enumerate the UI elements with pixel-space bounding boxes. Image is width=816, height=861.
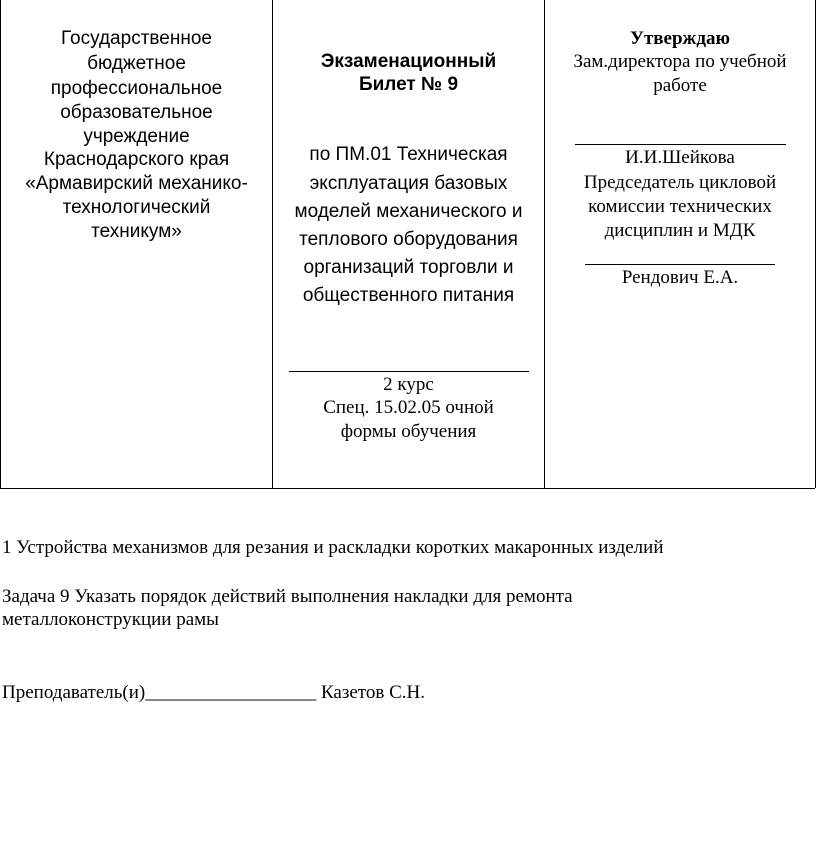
institution-line: Краснодарского края bbox=[43, 149, 230, 170]
institution-line: «Армавирский механико- bbox=[25, 173, 248, 194]
subject-line: моделей механического и bbox=[294, 201, 523, 222]
teacher-label: Преподаватель(и)__________________ bbox=[2, 682, 317, 703]
signature-line bbox=[575, 144, 786, 145]
course: 2 курс bbox=[383, 374, 434, 395]
subject-line: общественного питания bbox=[302, 285, 515, 306]
specialty: Спец. 15.02.05 очной bbox=[323, 397, 494, 418]
institution-cell bbox=[1, 0, 273, 488]
ticket-number: Билет № 9 bbox=[358, 74, 459, 95]
subject-line: теплового оборудования bbox=[299, 229, 518, 250]
institution-line: образовательное bbox=[60, 102, 213, 123]
chair-line: комиссии технических bbox=[588, 196, 772, 217]
institution-line: Государственное bbox=[61, 28, 212, 49]
ticket-cell bbox=[273, 0, 545, 488]
question-1: 1 Устройства механизмов для резания и раскладки коротких макаронных изделий bbox=[2, 537, 664, 558]
subject-line: эксплуатация базовых bbox=[309, 173, 508, 194]
institution-line: учреждение bbox=[83, 126, 190, 147]
institution-line: техникум» bbox=[91, 221, 182, 242]
signature-line bbox=[289, 371, 529, 372]
task-line: металлоконструкции рамы bbox=[2, 609, 219, 630]
ticket-title: Экзаменационный bbox=[320, 51, 497, 72]
approver-name: И.И.Шейкова bbox=[625, 147, 735, 168]
subject-line: организаций торговли и bbox=[303, 257, 514, 278]
teacher-name: Казетов С.Н. bbox=[321, 682, 425, 703]
teacher-signature bbox=[2, 681, 425, 705]
approve-role: Зам.директора по учебной bbox=[573, 51, 787, 72]
institution-line: бюджетное bbox=[87, 53, 186, 74]
approve-role: работе bbox=[653, 75, 707, 96]
task-line: Задача 9 Указать порядок действий выполнения накладки для ремонта bbox=[2, 586, 573, 607]
approve-title: Утверждаю bbox=[630, 28, 730, 49]
institution-line: профессиональное bbox=[50, 78, 223, 99]
study-form: формы обучения bbox=[340, 421, 477, 442]
signature-line bbox=[585, 264, 775, 265]
chair-line: дисциплин и МДК bbox=[604, 220, 756, 241]
institution-line: технологический bbox=[62, 197, 211, 218]
approval-cell bbox=[545, 0, 816, 488]
subject-line: по ПМ.01 Техническая bbox=[309, 144, 508, 165]
chair-line: Председатель цикловой bbox=[583, 172, 777, 193]
chair-name: Рендович Е.А. bbox=[621, 267, 739, 288]
